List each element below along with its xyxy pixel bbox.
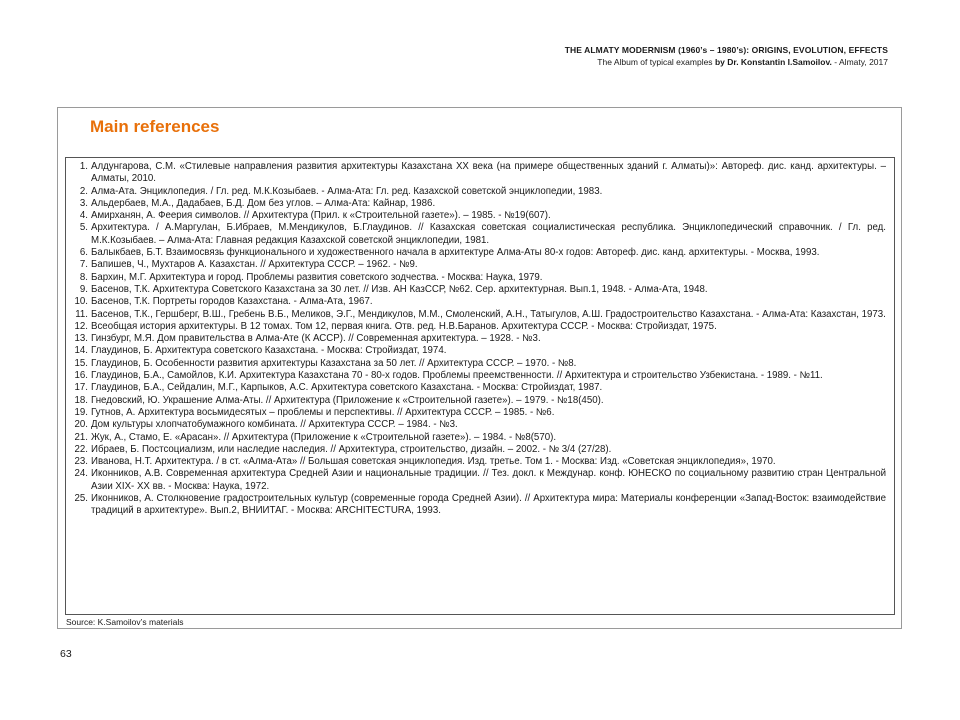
- source-note: Source: K.Samoilov’s materials: [66, 617, 184, 627]
- reference-number: 16.: [74, 370, 88, 382]
- reference-number: 12.: [74, 320, 88, 332]
- reference-number: 15.: [74, 357, 88, 369]
- reference-item: [66, 222, 894, 247]
- reference-text: Иванова, Н.Т. Архитектура. / в ст. «Алма-Ата» // Большая советская энциклопедия. Изд. третье. Том 1. - Москва: Изд. «Советская энциклопедия», 1970.: [91, 456, 776, 468]
- reference-item: [66, 296, 894, 308]
- reference-item: [66, 382, 894, 394]
- header-subtitle: [565, 56, 888, 68]
- reference-item: [66, 444, 894, 456]
- reference-item: [66, 345, 894, 357]
- reference-text: Гутнов, А. Архитектура восьмидесятых – проблемы и перспективы. // Архитектура СССР. – 1985. - №6.: [91, 406, 555, 418]
- header-author: by Dr. Konstantin I.Samoilov.: [714, 57, 832, 67]
- page-number: 63: [60, 648, 72, 660]
- reference-number: 17.: [74, 382, 88, 394]
- reference-item: [66, 210, 894, 222]
- reference-text: Глаудинов, Б.А., Сейдалин, М.Г., Карпыков, А.С. Архитектура советского Казахстана. - Москва: Стройиздат, 1987.: [91, 382, 603, 394]
- reference-number: 19.: [74, 406, 88, 418]
- page-header: [565, 44, 888, 68]
- reference-item: [66, 321, 894, 333]
- reference-number: 7.: [79, 259, 88, 271]
- reference-item: [66, 456, 894, 468]
- reference-item: [66, 419, 894, 431]
- reference-item: [66, 259, 894, 271]
- reference-item: [66, 272, 894, 284]
- reference-text: Архитектура. / А.Маргулан, Б.Ибраев, М.Мендикулов, Б.Глаудинов. // Казахская советская социалистическая республика. Энциклопедический справочник. / Гл. ред. М.К.Козыбаев. – Алма-Ата: Главная редакция Казахской советской энциклопедии, 1981.: [91, 222, 886, 246]
- reference-number: 13.: [74, 333, 88, 345]
- reference-number: 5.: [79, 222, 88, 234]
- reference-number: 1.: [79, 161, 88, 172]
- reference-item: [66, 395, 894, 407]
- reference-item: [66, 468, 894, 493]
- reference-text: Глаудинов, Б. Архитектура советского Казахстана. - Москва: Стройиздат, 1974.: [91, 345, 447, 357]
- reference-number: 18.: [74, 394, 88, 406]
- reference-item: [66, 370, 894, 382]
- reference-item: [66, 198, 894, 210]
- reference-number: 21.: [74, 431, 88, 443]
- reference-text: Ибраев, Б. Постсоциализм, или наследие наследия. // Архитектура, строительство, дизайн. – 2002. - № 3/4 (27/28).: [91, 443, 612, 455]
- reference-number: 20.: [74, 419, 88, 431]
- header-subtitle-suffix: - Almaty, 2017: [831, 57, 888, 67]
- reference-item: [66, 186, 894, 198]
- references-box: [65, 157, 895, 615]
- header-title: THE ALMATY MODERNISM (1960’s – 1980’s): ORIGINS, EVOLUTION, EFFECTS: [564, 45, 888, 55]
- reference-text: Глаудинов, Б.А., Самойлов, К.И. Архитектура Казахстана 70 - 80-х годов. Проблемы преемственности. // Архитектура и строительство Узбекистана. - 1989. - №11.: [91, 370, 823, 382]
- reference-text: Глаудинов, Б. Особенности развития архитектуры Казахстана за 50 лет. // Архитектура СССР. – 1970. - №8.: [91, 357, 577, 369]
- reference-item: [66, 161, 894, 186]
- reference-text: Жук, А., Стамо, Е. «Арасан». // Архитектура (Приложение к «Строительной газете»). – 1984. - №8(570).: [91, 431, 557, 443]
- reference-text: Иконников, А. Столкновение градостроительных культур (современные города Средней Азии). // Архитектура мира: Материалы конференции «Запад-Восток: взаимодействие традиций в архитектуре». Вып.2, ВНИИТАГ. - Москва: ARCHITECTURA, 1993.: [91, 493, 886, 517]
- reference-number: 22.: [74, 443, 88, 455]
- reference-item: [66, 432, 894, 444]
- section-title: Main references: [90, 117, 220, 136]
- reference-text: Бапишев, Ч., Мухтаров А. Казахстан. // Архитектура СССР. – 1962. - №9.: [91, 259, 418, 271]
- references-list: [66, 161, 894, 518]
- reference-number: 3.: [79, 197, 88, 209]
- reference-item: [66, 309, 894, 321]
- reference-number: 4.: [79, 210, 88, 222]
- reference-number: 23.: [74, 456, 88, 468]
- reference-text: Гинзбург, М.Я. Дом правительства в Алма-Ате (К АССР). // Современная архитектура. – 1928. - №3.: [91, 333, 541, 345]
- reference-text: Алма-Ата. Энциклопедия. / Гл. ред. М.К.Козыбаев. - Алма-Ата: Гл. ред. Казахской советской энциклопедии, 1983.: [91, 185, 603, 197]
- reference-number: 9.: [79, 283, 88, 295]
- reference-number: 8.: [79, 271, 88, 283]
- reference-number: 6.: [79, 247, 88, 259]
- reference-text: Басенов, Т.К. Архитектура Советского Казахстана за 30 лет. // Изв. АН КазССР, №62. Сер. архитектурная. Вып.1, 1948. - Алма-Ата, 1948.: [91, 283, 708, 295]
- reference-number: 11.: [75, 308, 88, 320]
- reference-text: Иконников, А.В. Современная архитектура Средней Азии и национальные традиции. // Тез. докл. к Междунар. конф. ЮНЕСКО по социальному развитию стран Центральной Азии XIX- XX вв. - Москва: Наука, 1972.: [91, 468, 886, 492]
- reference-number: 24.: [74, 468, 88, 480]
- reference-number: 2.: [79, 185, 88, 197]
- reference-item: [66, 493, 894, 518]
- reference-item: [66, 247, 894, 259]
- reference-text: Басенов, Т.К. Портреты городов Казахстана. - Алма-Ата, 1967.: [91, 296, 373, 308]
- reference-text: Гнедовский, Ю. Украшение Алма-Аты. // Архитектура (Приложение к «Строительной газете»). – 1979. - №18(450).: [91, 394, 604, 406]
- reference-text: Дом культуры хлопчатобумажного комбината. // Архитектура СССР. – 1984. - №3.: [91, 419, 458, 431]
- reference-item: [66, 333, 894, 345]
- reference-text: Всеобщая история архитектуры. В 12 томах. Том 12, первая книга. Отв. ред. Н.В.Баранов. Архитектура СССР. - Москва: Стройиздат, 1975.: [91, 320, 717, 332]
- reference-text: Альдербаев, М.А., Дадабаев, Б.Д. Дом без углов. – Алма-Ата: Кайнар, 1986.: [91, 197, 436, 209]
- reference-number: 14.: [74, 345, 88, 357]
- reference-text: Амирханян, А. Феерия символов. // Архитектура (Прил. к «Строительной газете»). – 1985. - №19(607).: [91, 210, 551, 222]
- reference-text: Басенов, Т.К., Гершберг, В.Ш., Гребень В.Б., Меликов, Э.Г., Мендикулов, М.М., Смоленский, А.Н., Татыгулов, А.Ш. Градостроительство Казахстана. - Алма-Ата: Казахстан, 1973.: [91, 308, 886, 320]
- reference-text: Алдунгарова, С.М. «Стилевые направления развития архитектуры Казахстана XX века (на примере общественных зданий г. Алматы)»: Автореф. дис. канд. архитектуры. – Алматы, 2010.: [91, 161, 886, 185]
- reference-item: [66, 284, 894, 296]
- reference-item: [66, 407, 894, 419]
- header-subtitle-prefix: The Album of typical examples: [597, 57, 713, 67]
- reference-number: 25.: [74, 493, 88, 505]
- reference-item: [66, 358, 894, 370]
- reference-number: 10.: [74, 296, 88, 308]
- reference-text: Бархин, М.Г. Архитектура и город. Проблемы развития советского зодчества. - Москва: Наука, 1979.: [91, 271, 543, 283]
- reference-text: Балыкбаев, Б.Т. Взаимосвязь функционального и художественного начала в архитектуре Алма-Аты 80-х годов: Автореф. дис. канд. архитектуры. - Москва, 1993.: [91, 247, 820, 259]
